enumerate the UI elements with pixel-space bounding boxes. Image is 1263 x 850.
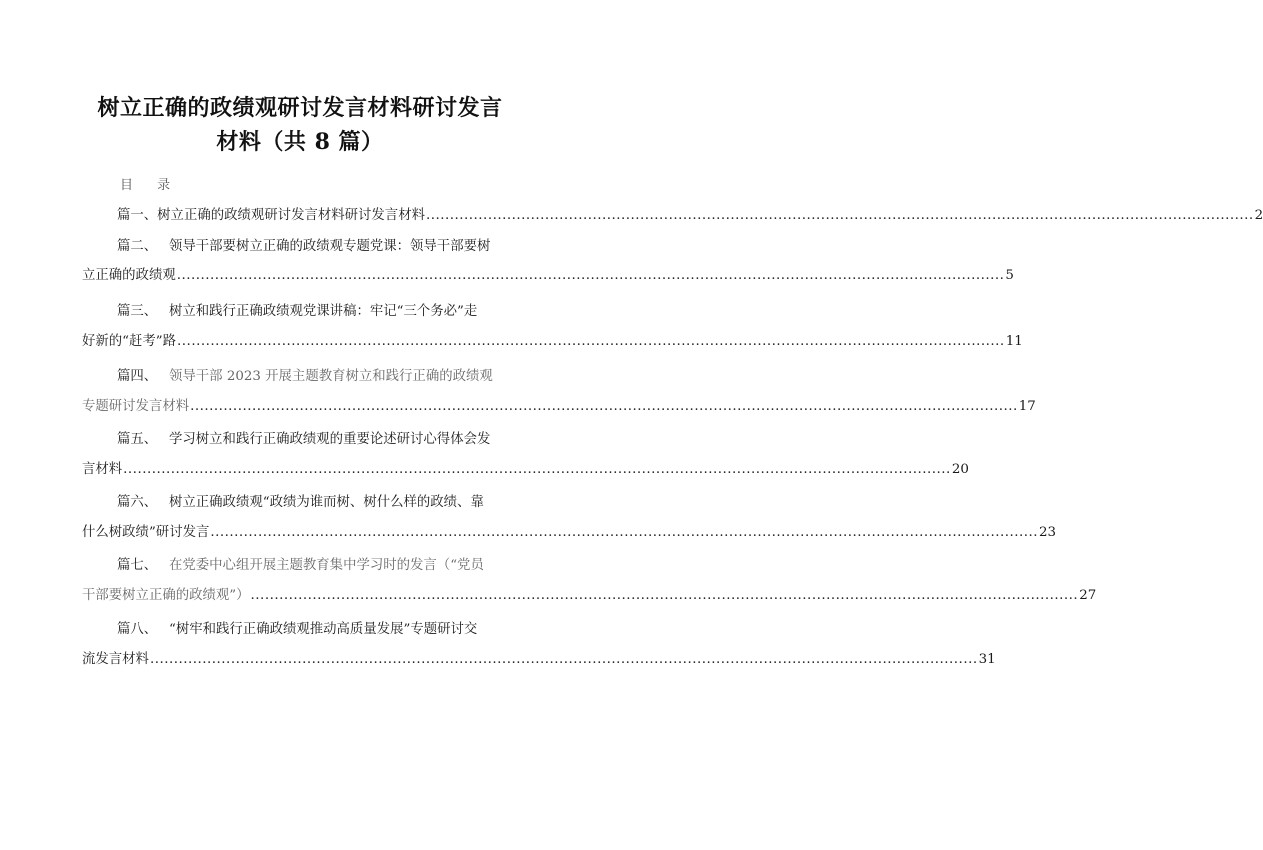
toc-page-number: 11 (1005, 334, 1023, 349)
toc-page-number: 5 (1005, 268, 1014, 283)
toc-page-number: 27 (1079, 588, 1097, 603)
toc-entry-line (117, 238, 523, 256)
toc-page-number: 20 (951, 462, 969, 477)
toc-entry-line (117, 557, 523, 575)
toc-page-number: 31 (978, 652, 996, 667)
toc-entry-continuation (82, 267, 1014, 285)
toc-entry-title-cont: 干部要树立正确的政绩观”） (82, 588, 250, 603)
toc-entry-number: 篇六、 (117, 495, 158, 510)
toc-entry-title: 树立正确的政绩观研讨发言材料研讨发言材料 (157, 208, 425, 223)
toc-entry-title-cont: 立正确的政绩观 (82, 268, 176, 283)
toc-entry-number: 篇一、 (117, 208, 158, 223)
toc-leader-dots: .............................................................................................................................................................................. (176, 268, 1005, 283)
toc-leader-dots: .............................................................................................................................................................................. (190, 399, 1018, 414)
toc-page-number: 2 (1254, 208, 1263, 223)
toc-leader-dots: .............................................................................................................................................................................. (210, 525, 1039, 540)
document-title-line-2: 材料（共 8 篇） (216, 129, 384, 155)
toc-entry-title: 领导干部要树立正确的政绩观专题党课：领导干部要树 (169, 239, 491, 254)
toc-entry-title-cont: 言材料 (82, 462, 123, 477)
toc-entry-title: 学习树立和践行正确政绩观的重要论述研讨心得体会发 (169, 432, 491, 447)
toc-entry-title-cont: 专题研讨发言材料 (82, 399, 190, 414)
toc-entry-continuation (82, 651, 996, 669)
toc-entry-number: 篇二、 (117, 239, 158, 254)
toc-entry-continuation (82, 398, 1036, 416)
toc-entry-continuation (82, 524, 1057, 542)
toc-entry-line (117, 303, 523, 321)
toc-leader-dots: .............................................................................................................................................................................. (250, 588, 1079, 603)
toc-entry-number: 篇七、 (117, 558, 158, 573)
toc-entry-line (117, 621, 523, 639)
document-title-line-1: 树立正确的政绩观研讨发言材料研讨发言 (97, 95, 503, 121)
toc-entry-title: 在党委中心组开展主题教育集中学习时的发言（“党员 (169, 558, 484, 573)
toc-entry-continuation (82, 461, 969, 479)
toc-heading: 目 录 (120, 178, 181, 193)
toc-entry-line (117, 494, 523, 512)
toc-leader-dots: .............................................................................................................................................................................. (123, 462, 951, 477)
toc-entry-continuation (82, 333, 1023, 351)
toc-entry-title: 树立正确政绩观“政绩为谁而树、树什么样的政绩、靠 (169, 495, 484, 510)
toc-leader-dots: .............................................................................................................................................................................. (425, 208, 1254, 223)
toc-entry-title-cont: 流发言材料 (82, 652, 149, 667)
toc-entry-line (117, 207, 1263, 225)
toc-page-number: 23 (1039, 525, 1057, 540)
toc-entry-title: 领导干部 2023 开展主题教育树立和践行正确的政绩观 (169, 369, 493, 384)
toc-entry-line (117, 368, 523, 386)
toc-entry-continuation (82, 587, 1097, 605)
toc-entry-title: 树立和践行正确政绩观党课讲稿：牢记“三个务必”走 (169, 304, 478, 319)
toc-entry-title-cont: 什么树政绩”研讨发言 (82, 525, 210, 540)
toc-entry-title-cont: 好新的“赶考”路 (82, 334, 177, 349)
toc-entry-title: “树牢和践行正确政绩观推动高质量发展”专题研讨交 (169, 622, 478, 637)
toc-entry-number: 篇四、 (117, 369, 158, 384)
toc-entry-number: 篇五、 (117, 432, 158, 447)
toc-entry-number: 篇八、 (117, 622, 158, 637)
toc-page-number: 17 (1018, 399, 1036, 414)
toc-leader-dots: .............................................................................................................................................................................. (177, 334, 1005, 349)
toc-leader-dots: .............................................................................................................................................................................. (149, 652, 978, 667)
toc-entry-number: 篇三、 (117, 304, 158, 319)
toc-entry-line (117, 431, 523, 449)
